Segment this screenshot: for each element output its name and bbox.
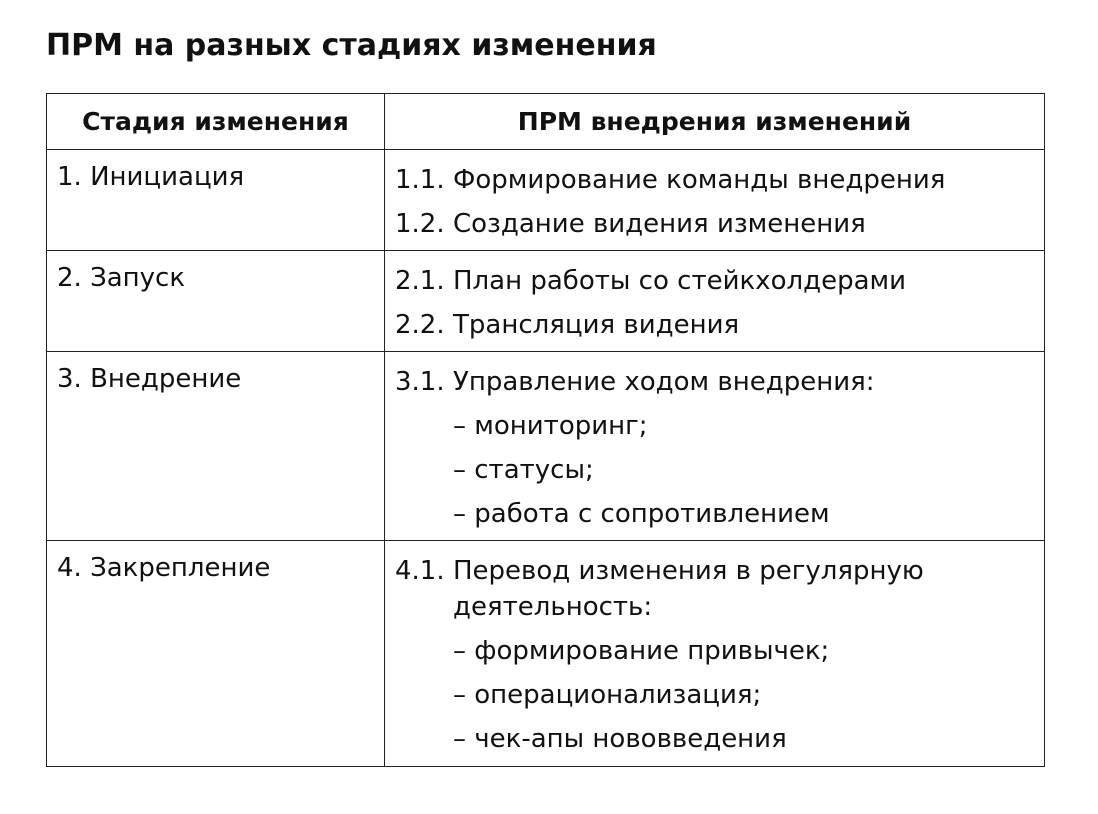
stage-cell: 2. Запуск <box>47 251 385 352</box>
method-number: 2.1. <box>395 266 445 296</box>
method-number: 1.1. <box>395 165 445 195</box>
sub-item: – операционализация; <box>453 680 762 710</box>
methods-cell <box>385 150 1045 251</box>
method-text <box>453 364 1034 532</box>
sub-item: – мониторинг; <box>453 411 648 441</box>
method-number: 4.1. <box>395 556 445 586</box>
methods-cell <box>385 251 1045 352</box>
method-text: Формирование команды внедрения <box>453 165 946 195</box>
method-number: 2.2. <box>395 310 445 340</box>
method-item <box>395 307 1034 343</box>
method-heading: Управление ходом внедрения: <box>453 367 875 397</box>
stage-cell: 1. Инициация <box>47 150 385 251</box>
column-header-stage: Стадия изменения <box>47 94 385 150</box>
method-item <box>395 364 1034 532</box>
sub-item: – чек-апы нововведения <box>453 724 787 754</box>
method-text: Создание видения изменения <box>453 209 866 239</box>
column-header-methods: ПРМ внедрения изменений <box>385 94 1045 150</box>
method-text <box>453 553 1034 757</box>
method-item <box>395 263 1034 299</box>
method-text: План работы со стейкхолдерами <box>453 266 907 296</box>
method-item <box>395 206 1034 242</box>
sub-item: – статусы; <box>453 455 594 485</box>
stage-cell: 4. Закрепление <box>47 541 385 767</box>
stages-table <box>46 93 1045 767</box>
table-row <box>47 251 1045 352</box>
method-number: 3.1. <box>395 367 445 397</box>
table-header-row <box>47 94 1045 150</box>
method-number: 1.2. <box>395 209 445 239</box>
method-heading: Перевод изменения в регулярную деятельность: <box>453 556 924 622</box>
method-text: Трансляция видения <box>453 310 740 340</box>
sub-item: – работа с сопротивлением <box>453 499 830 529</box>
table-row <box>47 352 1045 541</box>
method-item <box>395 553 1034 757</box>
table-row <box>47 541 1045 767</box>
sub-item: – формирование привычек; <box>453 636 830 666</box>
methods-cell <box>385 541 1045 767</box>
stage-cell: 3. Внедрение <box>47 352 385 541</box>
method-item <box>395 162 1034 198</box>
methods-cell <box>385 352 1045 541</box>
table-row <box>47 150 1045 251</box>
page-title: ПРМ на разных стадиях изменения <box>46 28 657 63</box>
